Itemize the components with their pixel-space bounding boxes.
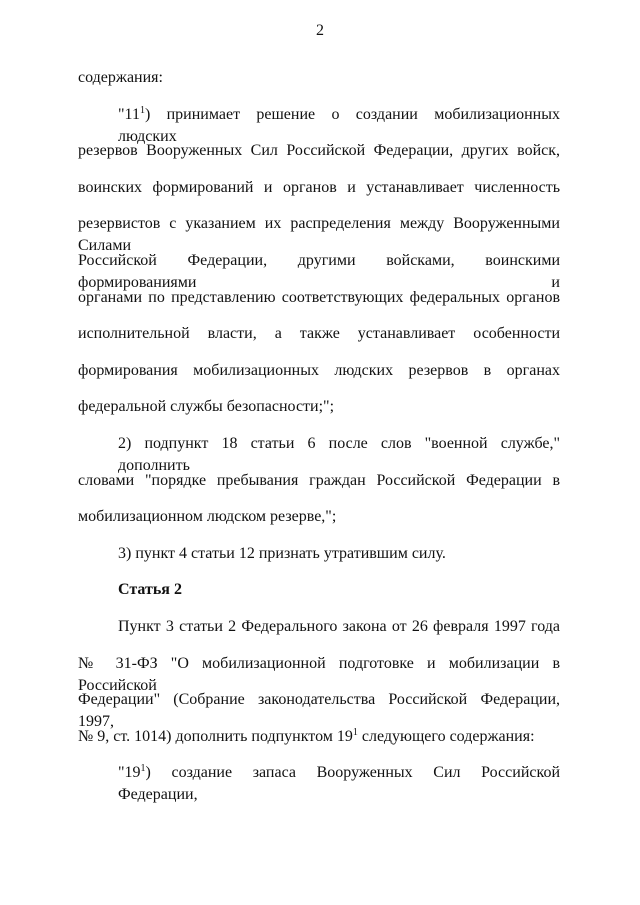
text-line (78, 470, 560, 507)
line-text: органами по представлению соответствующих федеральных органов (78, 288, 560, 306)
line-text-continued: ) создание запаса Вооруженных Сил Российской Федерации, (118, 764, 560, 804)
line-text: 2) подпункт 18 статьи 6 после слов "военной службе," дополнить (118, 434, 560, 474)
line-text: 3) пункт 4 статьи 12 признать утратившим силу. (118, 544, 446, 562)
line-text: воинских формирований и органов и устанавливает численность (78, 178, 560, 196)
line-text: Федерации" (Собрание законодательства Российской Федерации, 1997, (78, 691, 560, 731)
text-line (78, 140, 560, 177)
text-line (78, 360, 560, 397)
line-text-continued: следующего содержания: (357, 727, 535, 745)
text-line (78, 762, 560, 804)
text-line (78, 323, 560, 360)
line-text: мобилизационном людском резерве,"; (78, 508, 337, 526)
text-line (78, 287, 560, 324)
page-number: 2 (316, 22, 324, 39)
line-text: № 31-ФЗ "О мобилизационной подготовке и мобилизации в Российской (78, 654, 560, 694)
line-text: Пункт 3 статьи 2 Федерального закона от 26 февраля 1997 года (118, 617, 560, 635)
text-line (78, 726, 560, 763)
line-text: федеральной службы безопасности;"; (78, 398, 335, 416)
text-line (78, 543, 560, 580)
text-line (78, 104, 560, 145)
text-line (78, 177, 560, 214)
text-line (78, 689, 560, 731)
line-text: формирования мобилизационных людских резервов в органах (78, 361, 560, 379)
text-line (78, 653, 560, 694)
line-text: "19 (118, 764, 141, 782)
line-text: резервистов с указанием их распределения между Вооруженными Силами (78, 215, 560, 255)
document-body (78, 67, 560, 804)
line-text-continued: ) принимает решение о создании мобилизационных людских (118, 105, 560, 145)
text-line (78, 67, 560, 104)
line-text: "11 (118, 105, 140, 123)
superscript: 1 (139, 104, 145, 116)
line-text: резервов Вооруженных Сил Российской Федерации, других войск, (78, 142, 560, 160)
superscript: 1 (352, 726, 358, 738)
text-line (78, 433, 560, 474)
text-line (78, 250, 560, 291)
line-text: № 9, ст. 1014) дополнить подпунктом 19 (78, 727, 353, 745)
line-text: Российской Федерации, другими войсками, воинскими формированиями и (78, 251, 560, 291)
article-heading (78, 579, 560, 616)
text-line (78, 506, 560, 543)
line-text: Статья 2 (118, 581, 182, 599)
line-text: содержания: (78, 69, 163, 86)
line-text: исполнительной власти, а также устанавливает особенности (78, 325, 560, 343)
text-line (78, 396, 560, 433)
superscript: 1 (140, 763, 146, 775)
text-line (78, 213, 560, 255)
line-text: словами "порядке пребывания граждан Российской Федерации в (78, 471, 560, 489)
text-line (78, 616, 560, 653)
